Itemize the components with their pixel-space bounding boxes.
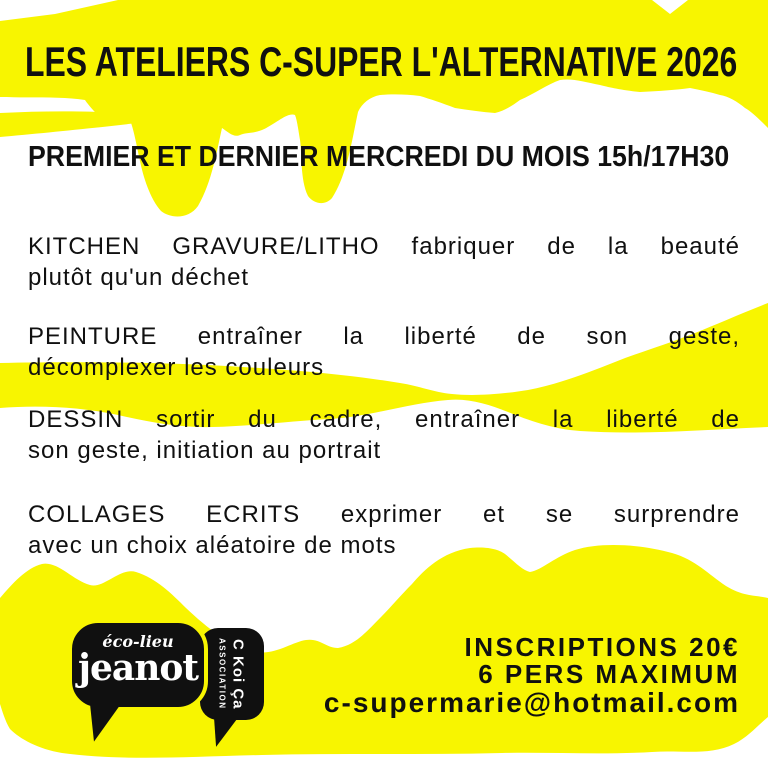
schedule-line: PREMIER ET DERNIER MERCREDI DU MOIS 15h/17H30 <box>28 141 730 173</box>
logo-name: jeanot <box>77 647 199 689</box>
workshop-text-line: son geste, initiation au portrait <box>28 437 382 464</box>
workshop-collages-ecrits <box>28 499 740 561</box>
association-label: ASSOCIATION <box>217 638 227 710</box>
workshop-text-line: PEINTURE entraîner la liberté de son geste, <box>28 323 740 350</box>
footer-info <box>324 634 740 716</box>
paint-streak-icon <box>0 111 154 137</box>
capacity-line: 6 PERS MAXIMUM <box>478 659 740 689</box>
eco-lieu-jeanot-logo <box>62 598 277 768</box>
workshop-text-line: DESSIN sortir du cadre, entraîner la liberté de <box>28 406 740 433</box>
workshop-kitchen-gravure-litho <box>28 231 740 293</box>
speech-bubble-tail-icon <box>90 702 126 741</box>
poster-title: LES ATELIERS C-SUPER L'ALTERNATIVE 2026 <box>25 38 738 85</box>
logo-top-label: éco-lieu <box>102 632 174 651</box>
price-line: INSCRIPTIONS 20€ <box>464 632 740 662</box>
ckoica-speech-bubble-icon <box>200 628 264 720</box>
workshop-peinture <box>28 321 740 383</box>
jeanot-speech-bubble-icon <box>68 619 208 711</box>
workshop-text-line: COLLAGES ECRITS exprimer et se surprendre <box>28 501 740 528</box>
top-paint-blob-icon <box>0 0 768 216</box>
workshop-text-line: KITCHEN GRAVURE/LITHO fabriquer de la beauté <box>28 233 740 260</box>
association-name: C Koi Ça <box>229 638 247 710</box>
workshop-text-line: avec un choix aléatoire de mots <box>28 532 397 559</box>
speech-bubble-tail-icon <box>214 715 242 747</box>
contact-email: c-supermarie@hotmail.com <box>323 687 740 718</box>
workshop-dessin <box>28 404 740 466</box>
workshop-text-line: décomplexer les couleurs <box>28 354 325 381</box>
workshop-text-line: plutôt qu'un déchet <box>28 264 250 291</box>
